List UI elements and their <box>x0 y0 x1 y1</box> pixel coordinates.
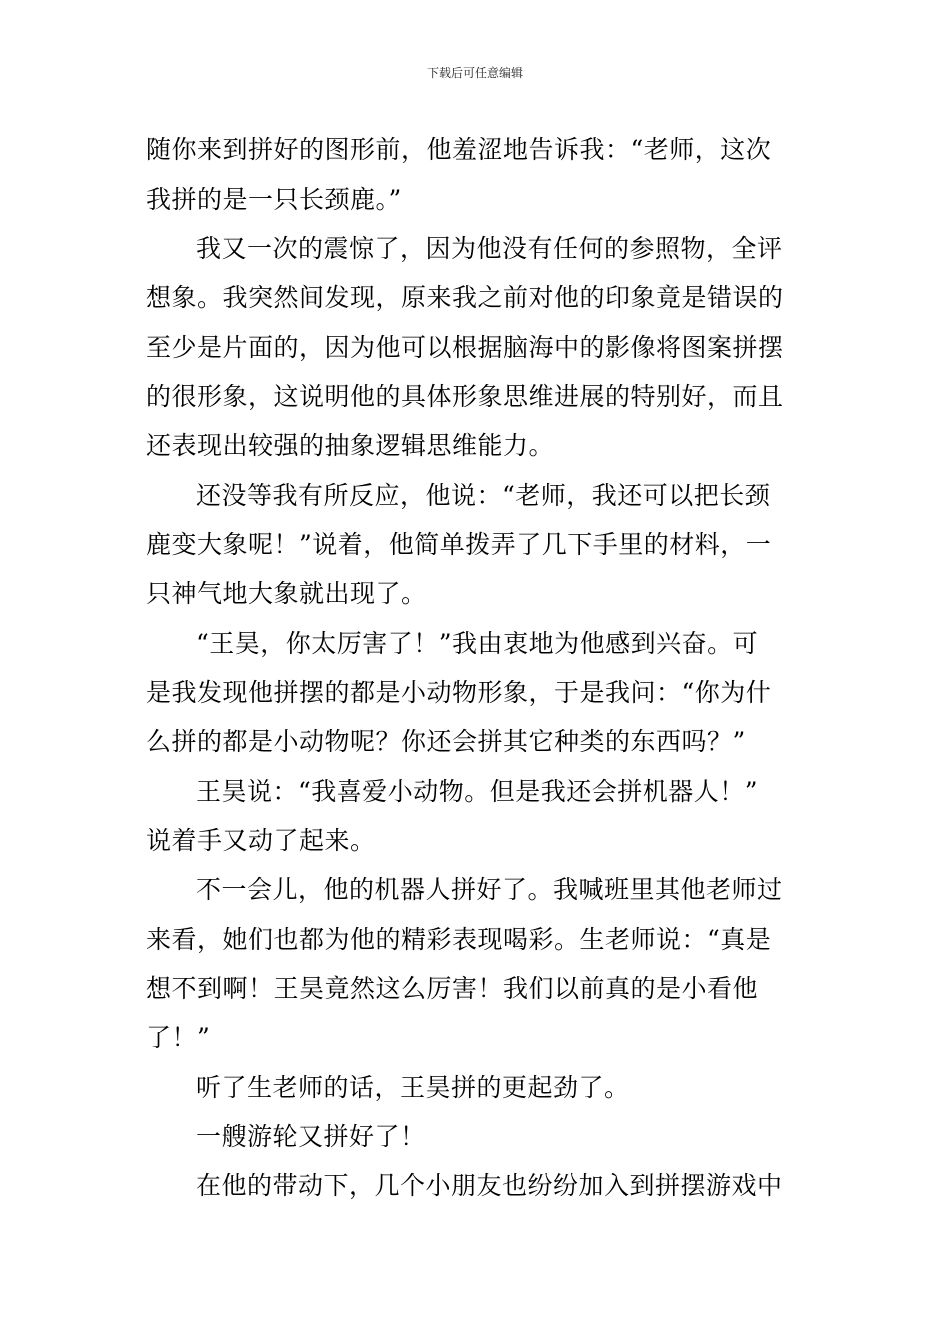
text-line: 王昊说：“我喜爱小动物。但是我还会拼机器人！” <box>196 777 759 806</box>
text-line: 来看，她们也都为他的精彩表现喝彩。生老师说：“真是 <box>146 925 772 954</box>
text-line: 了！” <box>146 1023 211 1052</box>
text-line: 还表现出较强的抽象逻辑思维能力。 <box>146 431 555 460</box>
text-line: 想象。我突然间发现，原来我之前对他的印象竟是错误的 <box>146 283 784 312</box>
text-line: 说着手又动了起来。 <box>146 826 376 855</box>
text-line: “王昊，你太厉害了！”我由衷地为他感到兴奋。可 <box>196 629 759 658</box>
text-line: 是我发现他拼摆的都是小动物形象，于是我问：“你为什 <box>146 678 772 707</box>
text-line: 还没等我有所反应，他说：“老师，我还可以把长颈 <box>196 481 771 510</box>
text-line: 只神气地大象就出现了。 <box>146 579 427 608</box>
text-line: 么拼的都是小动物呢？你还会拼其它种类的东西吗？” <box>146 727 746 756</box>
text-line: 想不到啊！王昊竟然这么厉害！我们以前真的是小看他 <box>146 974 759 1003</box>
text-line: 随你来到拼好的图形前，他羞涩地告诉我：“老师，这次 <box>146 135 772 164</box>
text-line: 一艘游轮又拼好了！ <box>196 1122 426 1151</box>
text-line: 我又一次的震惊了，因为他没有任何的参照物，全评 <box>196 234 783 263</box>
text-line: 的很形象，这说明他的具体形象思维进展的特别好，而且 <box>146 382 784 411</box>
text-line: 听了生老师的话，王昊拼的更起劲了。 <box>196 1073 630 1102</box>
text-line: 鹿变大象呢！”说着，他简单拨弄了几下手里的材料，一 <box>146 530 772 559</box>
text-line: 至少是片面的，因为他可以根据脑海中的影像将图案拼摆 <box>146 333 784 362</box>
page-header: 下载后可任意编辑 <box>426 66 523 80</box>
text-line: 我拼的是一只长颈鹿。” <box>146 185 402 214</box>
text-line: 不一会儿，他的机器人拼好了。我喊班里其他老师过 <box>196 875 783 904</box>
text-line: 在他的带动下，几个小朋友也纷纷加入到拼摆游戏中 <box>196 1171 783 1200</box>
